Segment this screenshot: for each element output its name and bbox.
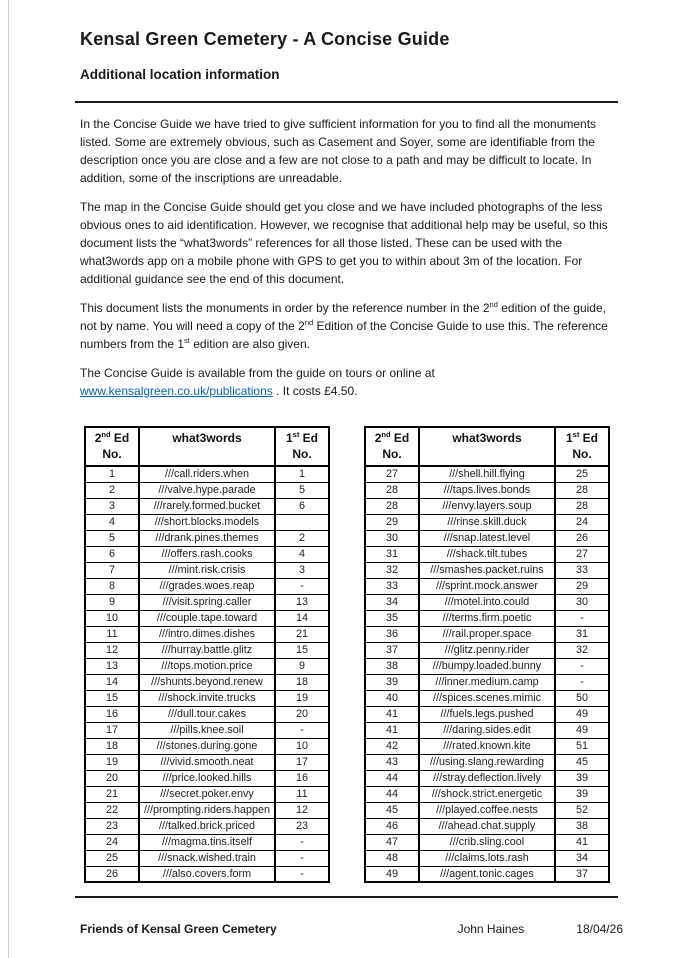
table-row	[85, 690, 329, 706]
paragraph-1: In the Concise Guide we have tried to give sufficient information for you to find all the monuments listed. Some are extremely obvious, such as Casement and Soyer, some are identifiable from the description once you are close and a few are not close to a path and may be difficult to locate. In addition, some of the inscriptions are unreadable.	[80, 117, 597, 185]
cell-1st-ed-no: 39	[555, 786, 609, 802]
cell-2nd-ed-no: 2	[85, 482, 139, 498]
paragraph-3-text: This document lists the monuments in order by the reference number in the 2	[80, 301, 490, 315]
cell-1st-ed-no: 17	[275, 754, 329, 770]
cell-2nd-ed-no: 31	[365, 546, 419, 562]
cell-what3words: ///stray.deflection.lively	[419, 770, 555, 786]
cell-2nd-ed-no: 6	[85, 546, 139, 562]
table-row	[85, 578, 329, 594]
cell-1st-ed-no: -	[275, 850, 329, 866]
cell-1st-ed-no: 49	[555, 706, 609, 722]
cell-2nd-ed-no: 33	[365, 578, 419, 594]
cell-2nd-ed-no: 20	[85, 770, 139, 786]
cell-2nd-ed-no: 18	[85, 738, 139, 754]
cell-1st-ed-no: 51	[555, 738, 609, 754]
cell-what3words: ///couple.tape.toward	[139, 610, 275, 626]
table-header-row	[85, 427, 329, 466]
paragraph-4-text: . It costs £4.50.	[272, 384, 358, 398]
table-row	[85, 626, 329, 642]
cell-2nd-ed-no: 45	[365, 802, 419, 818]
cell-2nd-ed-no: 1	[85, 466, 139, 482]
cell-what3words: ///mint.risk.crisis	[139, 562, 275, 578]
cell-what3words: ///bumpy.loaded.bunny	[419, 658, 555, 674]
cell-2nd-ed-no: 28	[365, 498, 419, 514]
cell-1st-ed-no: 21	[275, 626, 329, 642]
table-row	[85, 482, 329, 498]
cell-2nd-ed-no: 4	[85, 514, 139, 530]
table-row	[365, 578, 609, 594]
paragraph-3-text: Edition of the Concise Guide to use this. The reference numbers from the 1	[80, 319, 608, 351]
col-header-2nd-ed-no: 2nd Ed No.	[85, 427, 139, 466]
col-header-1st-ed-no: 1st Ed No.	[555, 427, 609, 466]
cell-what3words: ///glitz.penny.rider	[419, 642, 555, 658]
table-row	[365, 850, 609, 866]
cell-what3words: ///rinse.skill.duck	[419, 514, 555, 530]
cell-what3words: ///talked.brick.priced	[139, 818, 275, 834]
table-row	[365, 626, 609, 642]
table-row	[365, 498, 609, 514]
cell-2nd-ed-no: 21	[85, 786, 139, 802]
table-row	[365, 834, 609, 850]
cell-what3words: ///pills.knee.soil	[139, 722, 275, 738]
cell-1st-ed-no: 30	[555, 594, 609, 610]
cell-1st-ed-no	[275, 514, 329, 530]
footer-divider	[75, 896, 618, 898]
cell-2nd-ed-no: 22	[85, 802, 139, 818]
table-row	[85, 818, 329, 834]
publications-link[interactable]: www.kensalgreen.co.uk/publications	[80, 384, 273, 398]
table-row	[365, 514, 609, 530]
table-row	[365, 658, 609, 674]
cell-what3words: ///shack.tilt.tubes	[419, 546, 555, 562]
cell-what3words: ///dull.tour.cakes	[139, 706, 275, 722]
cell-2nd-ed-no: 49	[365, 866, 419, 882]
cell-what3words: ///secret.poker.envy	[139, 786, 275, 802]
table-row	[365, 642, 609, 658]
cell-what3words: ///prompting.riders.happen	[139, 802, 275, 818]
cell-1st-ed-no: -	[555, 658, 609, 674]
cell-1st-ed-no: 23	[275, 818, 329, 834]
cell-2nd-ed-no: 7	[85, 562, 139, 578]
cell-what3words: ///inner.medium.camp	[419, 674, 555, 690]
cell-1st-ed-no: 52	[555, 802, 609, 818]
cell-1st-ed-no: 41	[555, 834, 609, 850]
cell-1st-ed-no: 1	[275, 466, 329, 482]
cell-2nd-ed-no: 15	[85, 690, 139, 706]
cell-what3words: ///sprint.mock.answer	[419, 578, 555, 594]
cell-2nd-ed-no: 11	[85, 626, 139, 642]
footer-date: 18/04/26	[576, 922, 623, 936]
cell-2nd-ed-no: 5	[85, 530, 139, 546]
cell-1st-ed-no: 33	[555, 562, 609, 578]
cell-2nd-ed-no: 39	[365, 674, 419, 690]
cell-1st-ed-no: -	[275, 834, 329, 850]
cell-what3words: ///envy.layers.soup	[419, 498, 555, 514]
table-row	[365, 818, 609, 834]
table-row	[365, 754, 609, 770]
cell-what3words: ///taps.lives.bonds	[419, 482, 555, 498]
cell-1st-ed-no: 5	[275, 482, 329, 498]
ordinal-superscript: nd	[489, 300, 498, 309]
cell-what3words: ///magma.tins.itself	[139, 834, 275, 850]
cell-what3words: ///price.looked.hills	[139, 770, 275, 786]
cell-2nd-ed-no: 19	[85, 754, 139, 770]
paragraph-4-text: The Concise Guide is available from the guide on tours or online at	[80, 366, 435, 380]
col-header-what3words: what3words	[419, 427, 555, 466]
table-row	[365, 610, 609, 626]
cell-2nd-ed-no: 30	[365, 530, 419, 546]
cell-2nd-ed-no: 13	[85, 658, 139, 674]
table-row	[365, 866, 609, 882]
cell-1st-ed-no: 28	[555, 482, 609, 498]
table-row	[85, 530, 329, 546]
cell-what3words: ///rarely.formed.bucket	[139, 498, 275, 514]
cell-what3words: ///valve.hype.parade	[139, 482, 275, 498]
cell-what3words: ///intro.dimes.dishes	[139, 626, 275, 642]
table-row	[365, 802, 609, 818]
cell-what3words: ///smashes.packet.ruins	[419, 562, 555, 578]
table-row	[85, 594, 329, 610]
cell-1st-ed-no: 39	[555, 770, 609, 786]
cell-2nd-ed-no: 8	[85, 578, 139, 594]
table-row	[365, 482, 609, 498]
col-header-2nd-ed-no: 2nd Ed No.	[365, 427, 419, 466]
cell-what3words: ///stones.during.gone	[139, 738, 275, 754]
cell-what3words: ///played.coffee.nests	[419, 802, 555, 818]
table-row	[365, 690, 609, 706]
cell-2nd-ed-no: 41	[365, 722, 419, 738]
table-row	[85, 546, 329, 562]
cell-2nd-ed-no: 25	[85, 850, 139, 866]
cell-1st-ed-no: 26	[555, 530, 609, 546]
col-header-what3words: what3words	[139, 427, 275, 466]
cell-1st-ed-no: 25	[555, 466, 609, 482]
cell-what3words: ///shock.invite.trucks	[139, 690, 275, 706]
cell-1st-ed-no: -	[275, 722, 329, 738]
cell-1st-ed-no: 2	[275, 530, 329, 546]
table-row	[85, 722, 329, 738]
cell-2nd-ed-no: 41	[365, 706, 419, 722]
table-row	[85, 642, 329, 658]
cell-2nd-ed-no: 38	[365, 658, 419, 674]
ordinal-superscript: nd	[304, 318, 314, 327]
cell-what3words: ///using.slang.rewarding	[419, 754, 555, 770]
cell-what3words: ///snack.wished.train	[139, 850, 275, 866]
cell-1st-ed-no: 34	[555, 850, 609, 866]
cell-2nd-ed-no: 14	[85, 674, 139, 690]
cell-1st-ed-no: 14	[275, 610, 329, 626]
cell-2nd-ed-no: 43	[365, 754, 419, 770]
cell-what3words: ///agent.tonic.cages	[419, 866, 555, 882]
cell-what3words: ///offers.rash.cooks	[139, 546, 275, 562]
paragraph-2: The map in the Concise Guide should get you close and we have included photographs of the less obvious ones to aid identification. However, we recognise that additional help may be useful, so this document lists the “what3words” references for all those listed. These can be used with the what3words app on a mobile phone with GPS to get you to within about 3m of the location. For additional guidance see the end of this document.	[80, 200, 608, 286]
cell-1st-ed-no: 38	[555, 818, 609, 834]
table-row	[365, 770, 609, 786]
cell-1st-ed-no: 37	[555, 866, 609, 882]
table-row	[85, 770, 329, 786]
cell-what3words: ///tops.motion.price	[139, 658, 275, 674]
cell-1st-ed-no: 11	[275, 786, 329, 802]
cell-1st-ed-no: 4	[275, 546, 329, 562]
cell-2nd-ed-no: 9	[85, 594, 139, 610]
cell-1st-ed-no: 12	[275, 802, 329, 818]
table-header-row	[365, 427, 609, 466]
cell-1st-ed-no: 27	[555, 546, 609, 562]
cell-2nd-ed-no: 3	[85, 498, 139, 514]
cell-2nd-ed-no: 27	[365, 466, 419, 482]
cell-1st-ed-no: 45	[555, 754, 609, 770]
cell-2nd-ed-no: 37	[365, 642, 419, 658]
what3words-tables	[84, 426, 623, 883]
cell-what3words: ///rated.known.kite	[419, 738, 555, 754]
cell-1st-ed-no: 49	[555, 722, 609, 738]
table-row	[85, 738, 329, 754]
cell-what3words: ///shock.strict.energetic	[419, 786, 555, 802]
cell-what3words: ///crib.sling.cool	[419, 834, 555, 850]
cell-1st-ed-no: 18	[275, 674, 329, 690]
cell-1st-ed-no: 9	[275, 658, 329, 674]
table-row	[85, 498, 329, 514]
cell-what3words: ///terms.firm.poetic	[419, 610, 555, 626]
cell-1st-ed-no: 29	[555, 578, 609, 594]
cell-what3words: ///rail.proper.space	[419, 626, 555, 642]
cell-2nd-ed-no: 24	[85, 834, 139, 850]
cell-2nd-ed-no: 26	[85, 866, 139, 882]
paragraph-3	[80, 299, 623, 353]
footer-author: John Haines	[457, 922, 525, 936]
table-row	[85, 610, 329, 626]
header-divider	[75, 101, 618, 103]
table-row	[365, 674, 609, 690]
cell-2nd-ed-no: 46	[365, 818, 419, 834]
cell-1st-ed-no: -	[555, 610, 609, 626]
table-row	[365, 466, 609, 482]
cell-2nd-ed-no: 34	[365, 594, 419, 610]
ordinal-superscript: st	[184, 336, 190, 345]
cell-1st-ed-no: 50	[555, 690, 609, 706]
cell-what3words: ///daring.sides.edit	[419, 722, 555, 738]
table-row	[365, 562, 609, 578]
cell-2nd-ed-no: 23	[85, 818, 139, 834]
col-header-1st-ed-no: 1st Ed No.	[275, 427, 329, 466]
table-row	[85, 514, 329, 530]
cell-what3words: ///hurray.battle.glitz	[139, 642, 275, 658]
footer-organisation: Friends of Kensal Green Cemetery	[80, 922, 277, 936]
cell-what3words: ///drank.pines.themes	[139, 530, 275, 546]
cell-2nd-ed-no: 48	[365, 850, 419, 866]
cell-1st-ed-no: 10	[275, 738, 329, 754]
cell-2nd-ed-no: 12	[85, 642, 139, 658]
cell-2nd-ed-no: 17	[85, 722, 139, 738]
cell-1st-ed-no: 13	[275, 594, 329, 610]
page-subtitle: Additional location information	[80, 67, 280, 82]
what3words-table-right	[364, 426, 610, 883]
cell-what3words: ///fuels.legs.pushed	[419, 706, 555, 722]
cell-2nd-ed-no: 44	[365, 786, 419, 802]
cell-1st-ed-no: 16	[275, 770, 329, 786]
cell-2nd-ed-no: 42	[365, 738, 419, 754]
cell-2nd-ed-no: 35	[365, 610, 419, 626]
table-row	[85, 754, 329, 770]
table-row	[365, 594, 609, 610]
cell-what3words: ///claims.lots.rash	[419, 850, 555, 866]
cell-1st-ed-no: 28	[555, 498, 609, 514]
paragraph-3-text: edition are also given.	[189, 337, 310, 351]
page-edge-divider	[8, 0, 9, 958]
page-title: Kensal Green Cemetery - A Concise Guide	[80, 29, 450, 49]
table-row	[365, 722, 609, 738]
cell-2nd-ed-no: 47	[365, 834, 419, 850]
intro-text-block	[80, 115, 623, 400]
cell-1st-ed-no: 20	[275, 706, 329, 722]
cell-1st-ed-no: 3	[275, 562, 329, 578]
cell-2nd-ed-no: 36	[365, 626, 419, 642]
cell-2nd-ed-no: 10	[85, 610, 139, 626]
cell-1st-ed-no: 6	[275, 498, 329, 514]
cell-2nd-ed-no: 28	[365, 482, 419, 498]
cell-1st-ed-no: -	[555, 674, 609, 690]
table-row	[85, 786, 329, 802]
table-row	[365, 530, 609, 546]
cell-2nd-ed-no: 44	[365, 770, 419, 786]
table-row	[365, 738, 609, 754]
what3words-table-left	[84, 426, 330, 883]
cell-1st-ed-no: 32	[555, 642, 609, 658]
table-row	[85, 802, 329, 818]
paragraph-3-text: edition of the guide, not by name. You will need a copy of the 2	[80, 301, 606, 333]
cell-1st-ed-no: 19	[275, 690, 329, 706]
table-row	[85, 834, 329, 850]
cell-2nd-ed-no: 40	[365, 690, 419, 706]
cell-what3words: ///spices.scenes.mimic	[419, 690, 555, 706]
cell-2nd-ed-no: 16	[85, 706, 139, 722]
cell-what3words: ///call.riders.when	[139, 466, 275, 482]
paragraph-4	[80, 364, 623, 400]
table-row	[85, 866, 329, 882]
table-row	[85, 658, 329, 674]
cell-what3words: ///snap.latest.level	[419, 530, 555, 546]
cell-1st-ed-no: 15	[275, 642, 329, 658]
table-row	[85, 706, 329, 722]
cell-what3words: ///vivid.smooth.neat	[139, 754, 275, 770]
cell-what3words: ///shell.hill.flying	[419, 466, 555, 482]
cell-what3words: ///grades.woes.reap	[139, 578, 275, 594]
cell-1st-ed-no: -	[275, 578, 329, 594]
table-row	[85, 562, 329, 578]
cell-what3words: ///short.blocks.models	[139, 514, 275, 530]
cell-what3words: ///ahead.chat.supply	[419, 818, 555, 834]
table-row	[85, 850, 329, 866]
cell-what3words: ///also.covers.form	[139, 866, 275, 882]
table-row	[85, 466, 329, 482]
cell-2nd-ed-no: 32	[365, 562, 419, 578]
cell-1st-ed-no: -	[275, 866, 329, 882]
page-footer	[80, 922, 623, 937]
table-row	[365, 706, 609, 722]
table-row	[85, 674, 329, 690]
cell-what3words: ///shunts.beyond.renew	[139, 674, 275, 690]
cell-1st-ed-no: 24	[555, 514, 609, 530]
table-row	[365, 786, 609, 802]
cell-what3words: ///visit.spring.caller	[139, 594, 275, 610]
table-row	[365, 546, 609, 562]
cell-1st-ed-no: 31	[555, 626, 609, 642]
cell-what3words: ///motel.into.could	[419, 594, 555, 610]
cell-2nd-ed-no: 29	[365, 514, 419, 530]
